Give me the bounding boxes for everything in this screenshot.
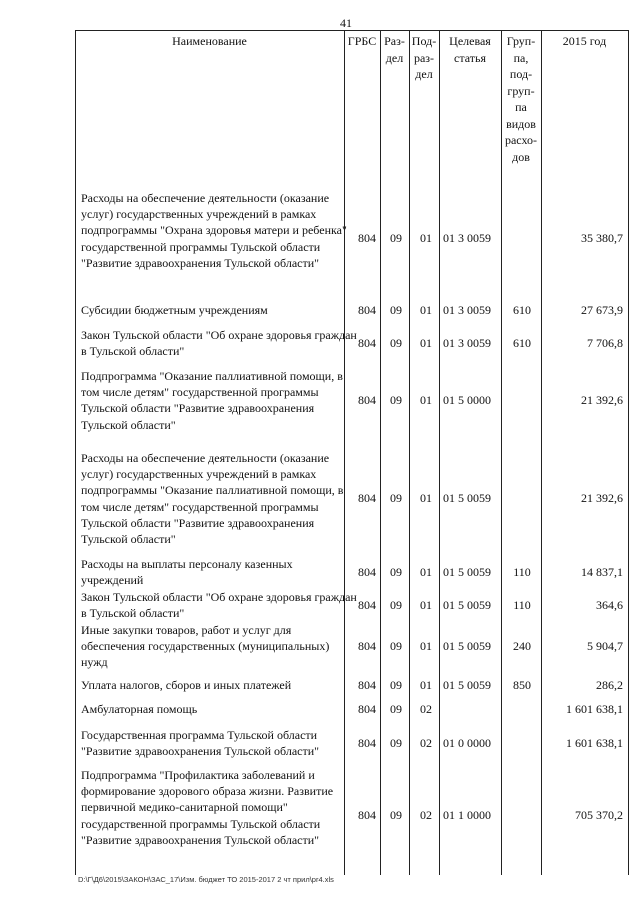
row-name: Подпрограмма "Профилактика заболеваний и формирование здорового образа жизни. Развитие первичной медико-санитарной помощи" государственной программы Тульской области "Развитие здравоохранения Тульской области": [81, 768, 334, 847]
page-number: 41: [340, 16, 352, 30]
row-razdel: 09: [390, 303, 402, 317]
row-podrazdel: 01: [420, 491, 432, 505]
row-grbs: 804: [358, 598, 376, 612]
row-podrazdel: 01: [420, 565, 432, 579]
row-sum: 35 380,7: [581, 231, 623, 245]
header-name: Наименование: [172, 34, 247, 48]
row-celevaya: 01 5 0000: [443, 393, 491, 407]
row-celevaya: 01 5 0059: [443, 639, 491, 653]
row-name: Уплата налогов, сборов и иных платежей: [81, 678, 292, 692]
row-sum: 286,2: [596, 678, 623, 692]
row-razdel: 09: [390, 231, 402, 245]
row-celevaya: 01 3 0059: [443, 336, 491, 350]
row-gruppa: 610: [513, 336, 531, 350]
row-gruppa: 110: [513, 565, 531, 579]
row-gruppa: 240: [513, 639, 531, 653]
row-podrazdel: 01: [420, 598, 432, 612]
row-celevaya: 01 5 0059: [443, 491, 491, 505]
row-grbs: 804: [358, 702, 376, 716]
table-border-left: [75, 30, 76, 875]
header-year: 2015 год: [562, 34, 607, 48]
row-razdel: 09: [390, 393, 402, 407]
row-razdel: 09: [390, 736, 402, 750]
row-gruppa: 110: [513, 598, 531, 612]
row-grbs: 804: [358, 565, 376, 579]
table-border-right: [628, 30, 629, 875]
row-podrazdel: 01: [420, 303, 432, 317]
row-gruppa: 610: [513, 303, 531, 317]
row-razdel: 09: [390, 808, 402, 822]
row-sum: 7 706,8: [587, 336, 623, 350]
row-name: Расходы на обеспечение деятельности (оказание услуг) государственных учреждений в рамках подпрограммы "Оказание паллиативной помощи, в том числе детям" государственной программы Тульской области "Развитие здравоохранения Тульской области": [81, 451, 344, 547]
row-sum: 21 392,6: [581, 491, 623, 505]
row-celevaya: 01 3 0059: [443, 303, 491, 317]
header-razdel: Раз- дел: [384, 34, 405, 65]
row-sum: 5 904,7: [587, 639, 623, 653]
row-razdel: 09: [390, 639, 402, 653]
row-podrazdel: 01: [420, 393, 432, 407]
row-sum: 27 673,9: [581, 303, 623, 317]
budget-table: [75, 30, 629, 875]
row-grbs: 804: [358, 336, 376, 350]
row-sum: 705 370,2: [575, 808, 623, 822]
row-razdel: 09: [390, 565, 402, 579]
row-celevaya: 01 1 0000: [443, 808, 491, 822]
row-podrazdel: 01: [420, 231, 432, 245]
row-podrazdel: 02: [420, 736, 432, 750]
row-name: Подпрограмма "Оказание паллиативной помощи, в том числе детям" государственной программы Тульской области "Развитие здравоохранения Тульской области": [81, 369, 343, 432]
header-podrazdel: Под- раз- дел: [411, 34, 437, 81]
row-sum: 364,6: [596, 598, 623, 612]
row-razdel: 09: [390, 678, 402, 692]
row-sum: 1 601 638,1: [566, 702, 623, 716]
row-grbs: 804: [358, 808, 376, 822]
row-razdel: 09: [390, 336, 402, 350]
row-podrazdel: 01: [420, 678, 432, 692]
row-gruppa: 850: [513, 678, 531, 692]
row-name: Государственная программа Тульской области "Развитие здравоохранения Тульской области": [81, 728, 320, 759]
row-razdel: 09: [390, 598, 402, 612]
row-podrazdel: 01: [420, 639, 432, 653]
row-razdel: 09: [390, 491, 402, 505]
row-grbs: 804: [358, 393, 376, 407]
row-name: Закон Тульской области "Об охране здоровья граждан в Тульской области": [81, 328, 357, 359]
row-celevaya: 01 5 0059: [443, 678, 491, 692]
row-celevaya: 01 5 0059: [443, 598, 491, 612]
row-grbs: 804: [358, 639, 376, 653]
row-grbs: 804: [358, 231, 376, 245]
table-border-top: [75, 30, 629, 31]
row-grbs: 804: [358, 678, 376, 692]
row-name: Субсидии бюджетным учреждениям: [81, 303, 268, 317]
row-celevaya: 01 3 0059: [443, 231, 491, 245]
header-gruppa: Груп- па, под- груп- па видов расхо- дов: [504, 34, 538, 164]
row-grbs: 804: [358, 491, 376, 505]
row-razdel: 09: [390, 702, 402, 716]
row-celevaya: 01 5 0059: [443, 565, 491, 579]
file-path-footer: D:\Г\Д6\2015\ЗАКОН\ЗАС_17\Изм. бюджет ТО 2015-2017 2 чт прил\pr4.xls: [78, 875, 334, 884]
row-sum: 21 392,6: [581, 393, 623, 407]
row-grbs: 804: [358, 736, 376, 750]
row-celevaya: 01 0 0000: [443, 736, 491, 750]
row-name: Иные закупки товаров, работ и услуг для обеспечения государственных (муниципальных) нужд: [81, 623, 330, 670]
row-name: Закон Тульской области "Об охране здоровья граждан в Тульской области": [81, 590, 357, 621]
row-podrazdel: 01: [420, 336, 432, 350]
row-name: Расходы на обеспечение деятельности (оказание услуг) государственных учреждений в рамках подпрограммы "Охрана здоровья матери и ребенка" государственной программы Тульской области "Развитие здравоохранения Тульской области": [81, 191, 347, 270]
row-podrazdel: 02: [420, 702, 432, 716]
row-grbs: 804: [358, 303, 376, 317]
column-divider: [541, 30, 542, 875]
row-sum: 1 601 638,1: [566, 736, 623, 750]
row-name: Расходы на выплаты персоналу казенных учреждений: [81, 557, 293, 588]
row-name: Амбулаторная помощь: [81, 702, 198, 716]
row-podrazdel: 02: [420, 808, 432, 822]
header-celevaya: Целевая статья: [449, 34, 491, 65]
header-grbs: ГРБС: [347, 34, 377, 48]
row-sum: 14 837,1: [581, 565, 623, 579]
